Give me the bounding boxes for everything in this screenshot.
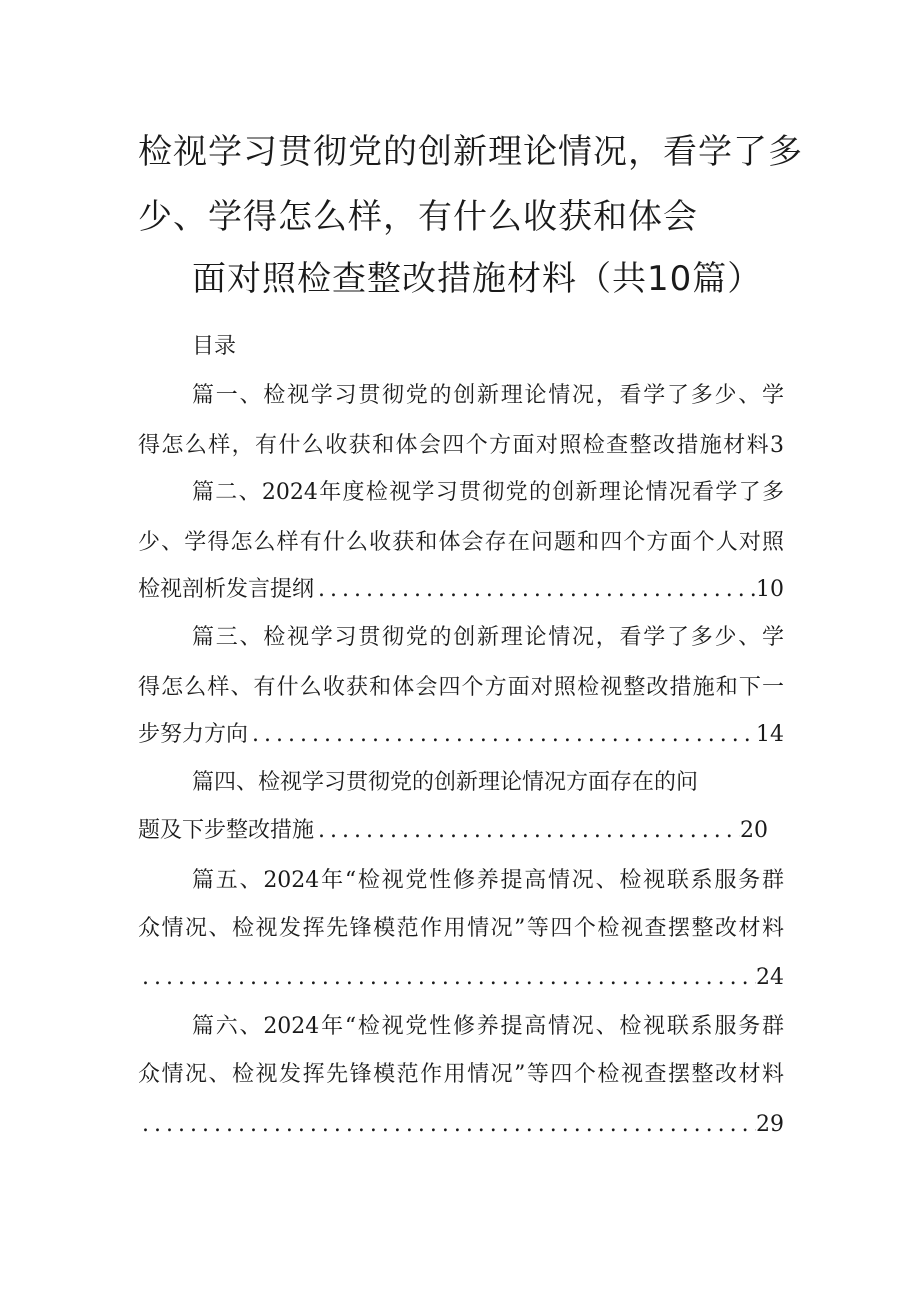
document-title-line-3: 面对照检查整改措施材料（共10篇） bbox=[192, 259, 763, 299]
document-title-line-2: 少、学得怎么样，有什么收获和体会 bbox=[138, 197, 698, 237]
toc-item-3-line-1: 篇三、检视学习贯彻党的创新理论情况，看学了多少、学 bbox=[192, 625, 784, 650]
toc-item-4-page: 20 bbox=[740, 818, 768, 843]
toc-item-2-line-2: 少、学得怎么样有什么收获和体会存在问题和四个方面个人对照 bbox=[138, 530, 784, 555]
toc-item-2-line-3 bbox=[138, 579, 784, 601]
toc-heading: 目录 bbox=[192, 334, 237, 359]
toc-item-6-line-1: 篇六、2024年“检视党性修养提高情况、检视联系服务群 bbox=[192, 1014, 784, 1039]
toc-item-3-line-2: 得怎么样、有什么收获和体会四个方面对照检视整改措施和下一 bbox=[138, 675, 784, 700]
toc-leader-dots bbox=[248, 724, 756, 746]
toc-item-6-page: 29 bbox=[756, 1112, 784, 1137]
toc-leader-dots bbox=[314, 579, 756, 601]
toc-item-5-page: 24 bbox=[756, 965, 784, 990]
toc-item-1-line-2: 得怎么样，有什么收获和体会四个方面对照检查整改措施材料3 bbox=[138, 433, 784, 458]
document-title-line-1: 检视学习贯彻党的创新理论情况，看学了多 bbox=[138, 132, 803, 172]
toc-leader-dots bbox=[314, 820, 740, 842]
toc-item-4-text: 题及下步整改措施 bbox=[138, 818, 315, 843]
toc-item-2-page: 10 bbox=[756, 577, 784, 602]
toc-item-6-line-3 bbox=[138, 1114, 784, 1136]
toc-item-3-line-3 bbox=[138, 724, 784, 746]
toc-item-5-line-3 bbox=[138, 967, 784, 989]
toc-item-3-text: 步努力方向 bbox=[138, 722, 249, 747]
toc-item-1-line-1: 篇一、检视学习贯彻党的创新理论情况，看学了多少、学 bbox=[192, 383, 784, 408]
toc-item-4-line-2 bbox=[138, 820, 768, 842]
toc-item-4-line-1: 篇四、检视学习贯彻党的创新理论情况方面存在的问 bbox=[192, 770, 699, 795]
toc-item-6-line-2: 众情况、检视发挥先锋模范作用情况”等四个检视查摆整改材料 bbox=[138, 1062, 784, 1087]
toc-item-3-page: 14 bbox=[756, 722, 784, 747]
toc-item-2-text: 检视剖析发言提纲 bbox=[138, 577, 315, 602]
toc-leader-dots bbox=[138, 967, 756, 989]
toc-item-2-line-1: 篇二、2024年度检视学习贯彻党的创新理论情况看学了多 bbox=[192, 480, 784, 505]
toc-item-5-line-2: 众情况、检视发挥先锋模范作用情况”等四个检视查摆整改材料 bbox=[138, 916, 784, 941]
toc-item-5-line-1: 篇五、2024年“检视党性修养提高情况、检视联系服务群 bbox=[192, 868, 784, 893]
toc-leader-dots bbox=[138, 1114, 756, 1136]
